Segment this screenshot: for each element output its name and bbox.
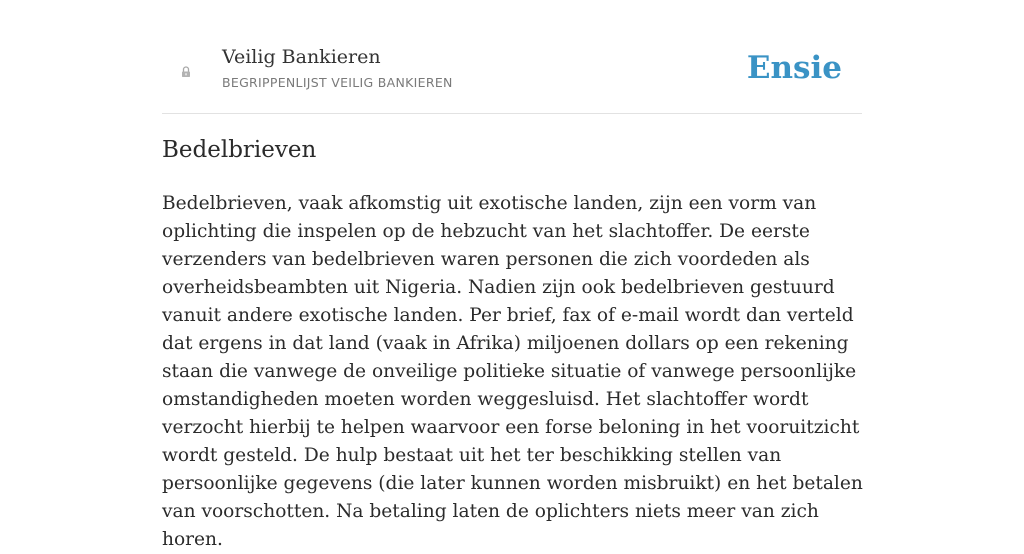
site-title[interactable]: Veilig Bankieren	[222, 46, 381, 68]
definition-text: Bedelbrieven, vaak afkomstig uit exotische landen, zijn een vorm van oplichting die inspelen op de hebzucht van het slachtoffer. De eerste verzenders van bedelbrieven waren personen die zich voordeden als overheidsbeambten uit Nigeria. Nadien zijn ook bedelbrieven gestuurd vanuit andere exotische landen. Per brief, fax of e-mail wordt dan verteld dat ergens in dat land (vaak in Afrika) miljoenen dollars op een rekening staan die vanwege de onveilige politieke situatie of vanwege persoonlijke omstandigheden moeten worden weggesluisd. Het slachtoffer wordt verzocht hierbij te helpen waarvoor een forse beloning in het vooruitzicht wordt gesteld. De hulp bestaat uit het ter beschikking stellen van persoonlijke gegevens (die later kunnen worden misbruikt) en het betalen van voorschotten. Na betaling laten de oplichters niets meer van zich horen.	[162, 193, 863, 550]
term-heading: Bedelbrieven	[162, 137, 317, 163]
header	[162, 36, 862, 114]
site-subtitle[interactable]: BEGRIPPENLIJST VEILIG BANKIEREN	[222, 75, 453, 90]
lock-icon	[179, 64, 193, 78]
brand-logo[interactable]: Ensie	[746, 50, 842, 86]
